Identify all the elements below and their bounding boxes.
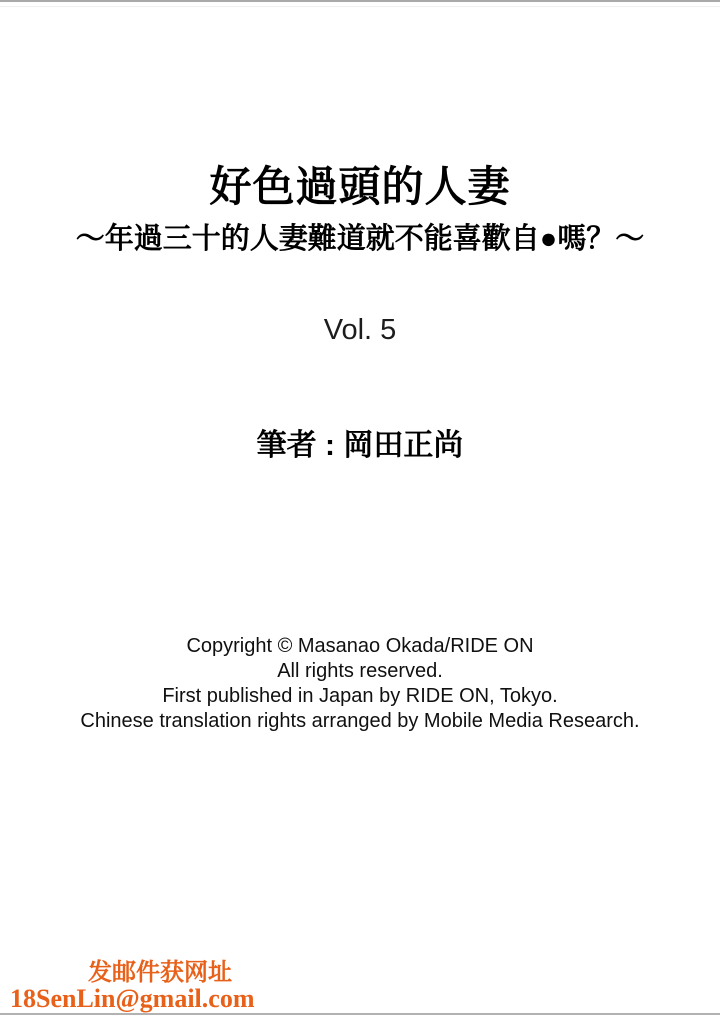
bottom-border-line bbox=[0, 1013, 720, 1015]
book-subtitle: ～年過三十的人妻難道就不能喜歡自●嗎？～ bbox=[75, 223, 645, 255]
copyright-line-2: All rights reserved. bbox=[277, 660, 443, 682]
copyright-line-3: First published in Japan by RIDE ON, Tokyo. bbox=[162, 685, 558, 707]
book-title: 好色過頭的人妻 bbox=[209, 163, 511, 210]
copyright-line-4: Chinese translation rights arranged by Mobile Media Research. bbox=[80, 710, 640, 732]
top-border-line bbox=[0, 0, 720, 2]
contact-email: 18SenLin@gmail.com bbox=[10, 984, 255, 1013]
copyright-block bbox=[0, 634, 720, 734]
copyright-line-1: Copyright © Masanao Okada/RIDE ON bbox=[186, 635, 534, 657]
contact-note: 发邮件获网址 bbox=[88, 959, 232, 986]
volume-label: Vol. 5 bbox=[323, 314, 397, 346]
author-line: 筆者 : 岡田正尚 bbox=[256, 429, 464, 462]
top-border-soft-line bbox=[0, 6, 720, 7]
